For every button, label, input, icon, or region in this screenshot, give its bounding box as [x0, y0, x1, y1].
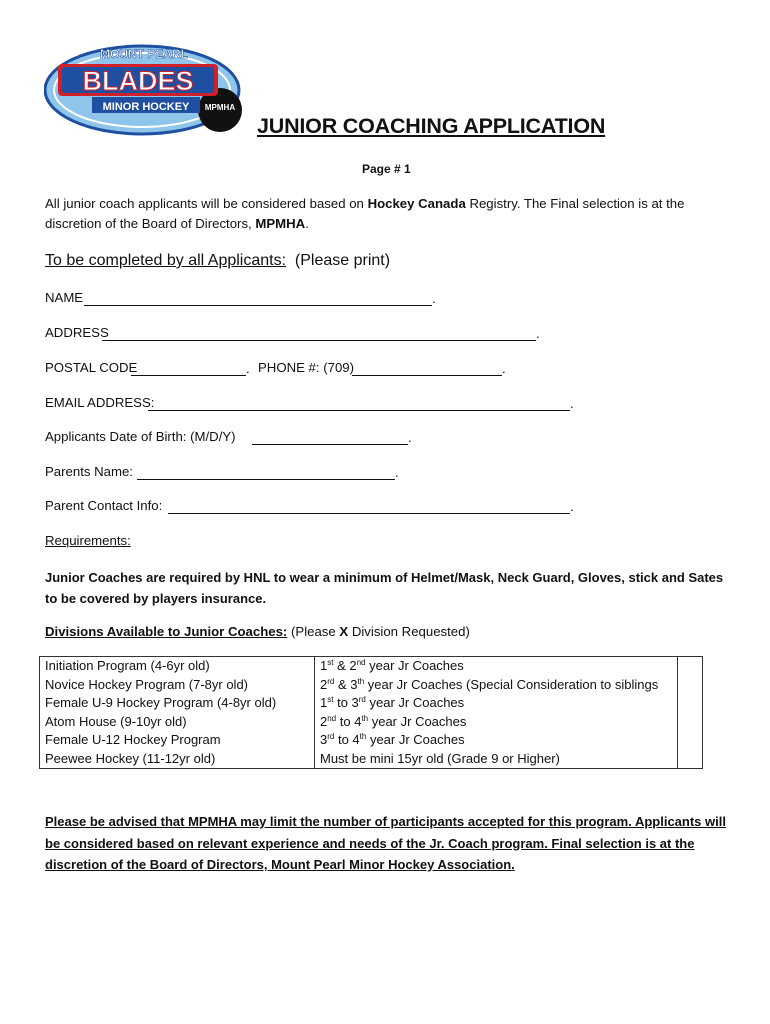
intro-mpmha: MPMHA — [255, 216, 306, 231]
division-coach-years: 2rd & 3th year Jr Coaches (Special Consideration to siblings — [315, 676, 678, 695]
postal-code-line[interactable] — [131, 361, 246, 376]
division-coach-years: 1st & 2nd year Jr Coaches — [315, 657, 678, 676]
requirements-label: Requirements: — [45, 533, 131, 548]
dob-label: Applicants Date of Birth: (M/D/Y) — [45, 429, 236, 444]
table-row — [40, 713, 703, 732]
page-number: Page # 1 — [362, 162, 411, 176]
intro-text-2: Registry. The Final selection is at the discretion of the Board of Directors, — [45, 196, 685, 231]
email-line[interactable] — [148, 396, 570, 411]
division-select-box[interactable] — [678, 731, 703, 750]
name-label: NAME — [45, 290, 84, 305]
section-heading-label: To be completed by all Applicants: — [45, 252, 287, 269]
divisions-note-x: X — [339, 624, 349, 639]
section-heading-note: (Please print) — [294, 252, 391, 269]
logo-sub-text: MINOR HOCKEY — [102, 101, 190, 113]
divisions-note-pre: (Please — [291, 624, 340, 639]
table-row — [40, 750, 703, 769]
name-line[interactable] — [84, 291, 432, 306]
postal-code-period: . — [246, 361, 250, 376]
dob-line[interactable] — [252, 430, 408, 445]
page-title: JUNIOR COACHING APPLICATION — [257, 114, 606, 138]
division-coach-years: Must be mini 15yr old (Grade 9 or Higher) — [315, 750, 678, 769]
mpmha-blades-logo — [44, 38, 250, 138]
logo-badge-text: MPMHA — [204, 103, 236, 112]
division-coach-years: 1st to 3rd year Jr Coaches — [315, 694, 678, 713]
division-program: Female U-12 Hockey Program — [40, 731, 315, 750]
section-heading — [45, 252, 390, 270]
parent-contact-label: Parent Contact Info: — [45, 498, 163, 513]
address-label: ADDRESS — [45, 325, 109, 340]
intro-text-1: All junior coach applicants will be considered based on — [45, 196, 368, 211]
intro-text-3: . — [305, 216, 309, 231]
email-label: EMAIL ADDRESS: — [45, 395, 155, 410]
logo-main-text: BLADES — [82, 66, 194, 96]
advisory-notice: Please be advised that MPMHA may limit the number of participants accepted for this program. Applicants will be considered based on relevant experience and needs of the Jr. Coach program. Final selection is at the discretion of the Board of Directors, Mount Pearl Minor Hockey Association. — [45, 814, 726, 872]
parents-name-line[interactable] — [137, 465, 395, 480]
logo-top-text: MOUNT PEARL — [100, 47, 188, 61]
table-row — [40, 731, 703, 750]
address-period: . — [536, 326, 540, 341]
name-period: . — [432, 291, 436, 306]
intro-paragraph — [45, 194, 725, 234]
logo-graphic — [44, 38, 250, 138]
division-program: Novice Hockey Program (7-8yr old) — [40, 676, 315, 695]
parent-contact-line[interactable] — [168, 499, 570, 514]
division-select-box[interactable] — [678, 657, 703, 676]
postal-code-label: POSTAL CODE — [45, 360, 138, 375]
division-select-box[interactable] — [678, 694, 703, 713]
email-period: . — [570, 396, 574, 411]
table-row — [40, 694, 703, 713]
phone-line[interactable] — [352, 361, 502, 376]
dob-period: . — [408, 430, 412, 445]
division-select-box[interactable] — [678, 750, 703, 769]
division-program: Atom House (9-10yr old) — [40, 713, 315, 732]
division-coach-years: 3rd to 4th year Jr Coaches — [315, 731, 678, 750]
divisions-label: Divisions Available to Junior Coaches: — [45, 624, 288, 639]
table-row — [40, 676, 703, 695]
divisions-table — [39, 656, 703, 769]
division-select-box[interactable] — [678, 713, 703, 732]
requirements-text: Junior Coaches are required by HNL to wear a minimum of Helmet/Mask, Neck Guard, Gloves, stick and Sates to be covered by players insurance. — [45, 570, 724, 606]
division-program: Initiation Program (4-6yr old) — [40, 657, 315, 676]
division-select-box[interactable] — [678, 676, 703, 695]
division-coach-years: 2nd to 4th year Jr Coaches — [315, 713, 678, 732]
address-line[interactable] — [102, 326, 536, 341]
division-program: Female U-9 Hockey Program (4-8yr old) — [40, 694, 315, 713]
intro-hockey-canada: Hockey Canada — [367, 196, 466, 211]
divisions-heading — [45, 624, 470, 639]
parent-contact-period: . — [570, 499, 574, 514]
phone-period: . — [502, 361, 506, 376]
divisions-note-post: Division Requested) — [348, 624, 470, 639]
phone-label: PHONE #: (709) — [258, 360, 355, 375]
division-program: Peewee Hockey (11-12yr old) — [40, 750, 315, 769]
parents-name-period: . — [395, 465, 399, 480]
parents-name-label: Parents Name: — [45, 464, 133, 479]
table-row — [40, 657, 703, 676]
